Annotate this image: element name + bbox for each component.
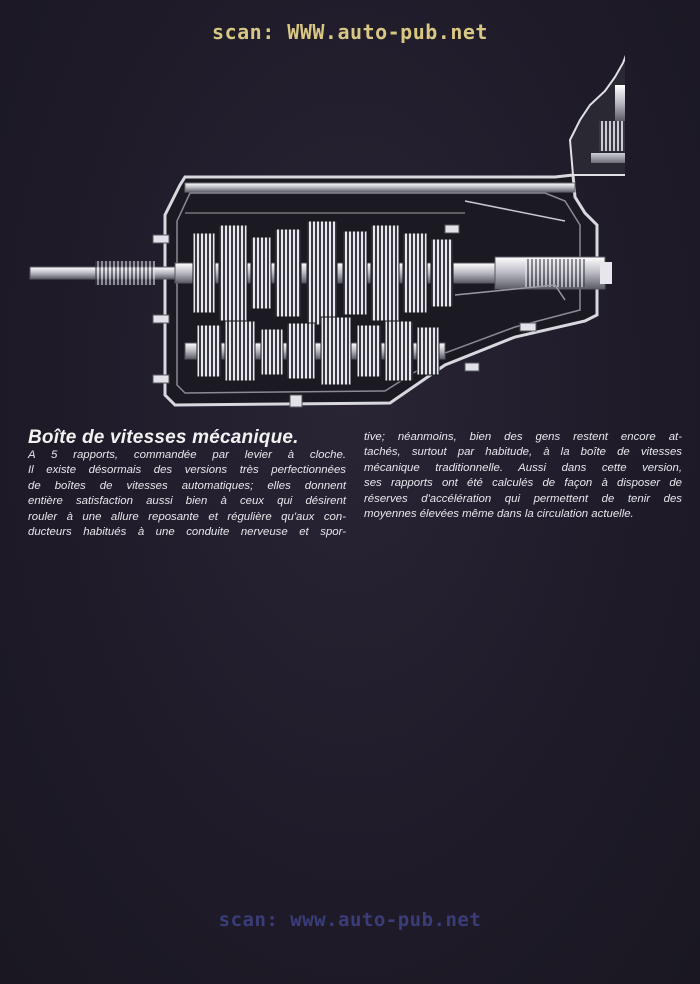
- article-line: ducteurs habitués à une conduite nerveuse et spor-: [28, 526, 346, 539]
- article-line: tachés, surtout par habitude, à la boîte de vitesses: [364, 446, 682, 459]
- article-line: ses rapports ont été calculés de façon à disposer de: [364, 477, 682, 490]
- article-line: rouler à une allure reposante et régulière qu'aux con-: [28, 510, 346, 523]
- article-line: entière satisfaction aussi bien à ceux qui désirent: [28, 495, 346, 508]
- gearbox-cutaway-illustration: [25, 25, 625, 420]
- article-line: de boîtes de vitesses automatiques; elles donnent: [28, 479, 346, 492]
- article-line: réserves d'accélération qui permettent de tenir des: [364, 492, 682, 505]
- article-line: mécanique traditionnelle. Aussi dans cette version,: [364, 461, 682, 474]
- watermark-bottom: scan: www.auto-pub.net: [218, 909, 482, 931]
- article-line: moyennes élevées même dans la circulation actuelle.: [364, 508, 634, 521]
- article-line: A 5 rapports, commandée par levier à cloche.: [28, 449, 346, 461]
- article-title: Boîte de vitesses mécanique.: [28, 427, 299, 448]
- article-column-right: [364, 430, 682, 522]
- article-line: Il existe désormais des versions très perfectionnées: [28, 464, 346, 477]
- article-line: tive; néanmoins, bien des gens restent encore at-: [364, 431, 682, 443]
- watermark-top: scan: WWW.auto-pub.net: [212, 20, 488, 44]
- article-column-left: [28, 448, 346, 540]
